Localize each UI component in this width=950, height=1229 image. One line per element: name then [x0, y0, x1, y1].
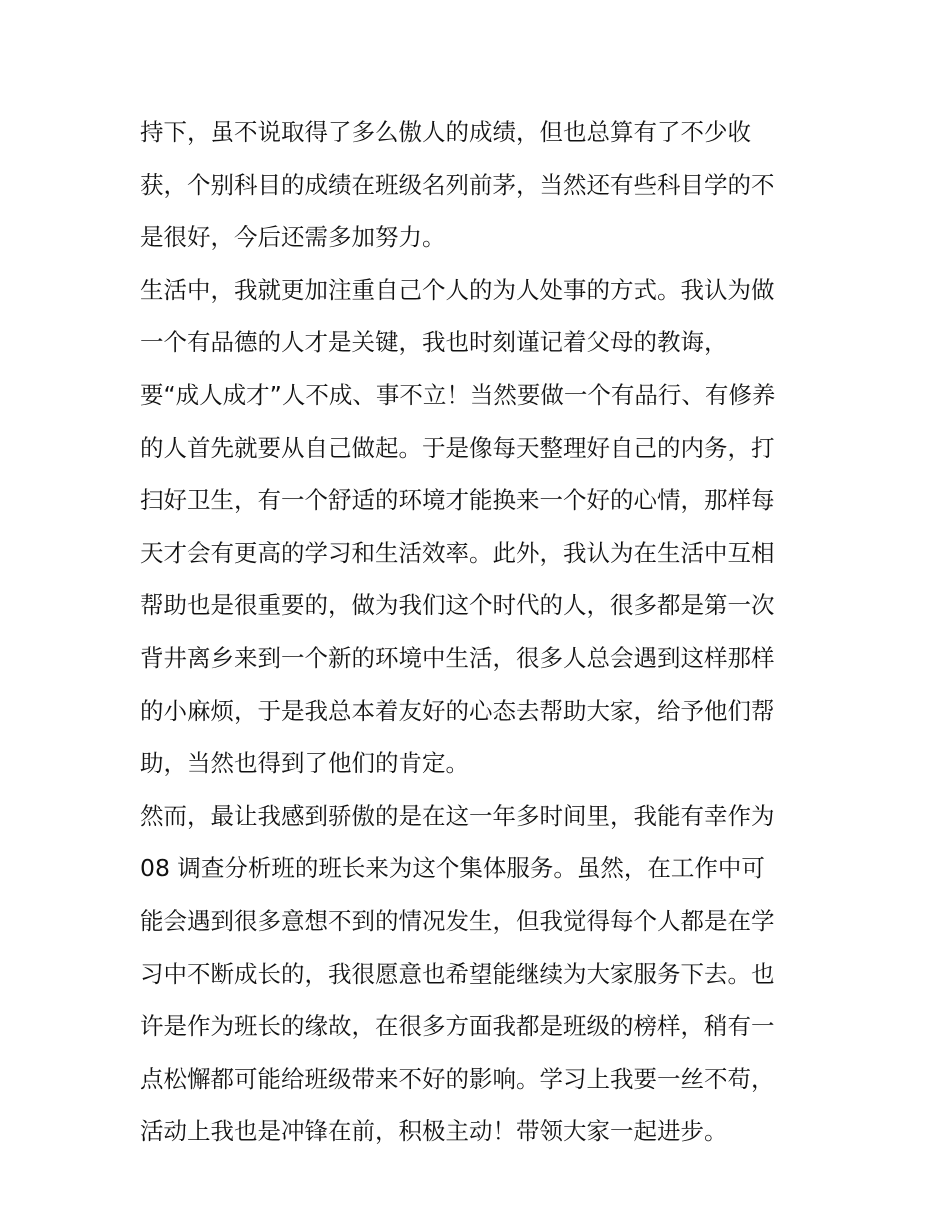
text-line: 活动上我也是冲锋在前，积极主动！带领大家一起进步。: [140, 1117, 728, 1146]
text-line: 的小麻烦，于是我总本着友好的心态去帮助大家，给予他们帮: [140, 696, 775, 725]
text-line: 要“成人成才”人不成、事不立！当然要做一个有品行、有修养: [140, 380, 776, 409]
text-line: 持下，虽不说取得了多么傲人的成绩，但也总算有了不少收: [140, 118, 751, 146]
text-line: 助，当然也得到了他们的肯定。: [140, 749, 469, 778]
text-line: 帮助也是很重要的，做为我们这个时代的人，很多都是第一次: [140, 591, 775, 620]
text-line: 许是作为班长的缘故，在很多方面我都是班级的榜样，稍有一: [140, 1012, 775, 1041]
text-line: 一个有品德的人才是关键，我也时刻谨记着父母的教诲，: [140, 328, 728, 357]
body-text: [140, 106, 820, 1158]
text-line: 点松懈都可能给班级带来不好的影响。学习上我要一丝不苟，: [140, 1064, 775, 1093]
text-line: 08 调查分析班的班长来为这个集体服务。虽然，在工作中可: [140, 854, 765, 883]
text-line: 习中不断成长的，我很愿意也希望能继续为大家服务下去。也: [140, 959, 775, 988]
text-line: 获，个别科目的成绩在班级名列前茅，当然还有些科目学的不: [140, 170, 775, 199]
text-line: 是很好，今后还需多加努力。: [140, 223, 446, 252]
text-line: 的人首先就要从自己做起。于是像每天整理好自己的内务，打: [140, 433, 775, 462]
text-line: 扫好卫生，有一个舒适的环境才能换来一个好的心情，那样每: [140, 486, 775, 515]
text-line: 背井离乡来到一个新的环境中生活，很多人总会遇到这样那样: [140, 643, 775, 672]
text-line: 天才会有更高的学习和生活效率。此外，我认为在生活中互相: [140, 538, 775, 567]
text-line: 然而，最让我感到骄傲的是在这一年多时间里，我能有幸作为: [140, 801, 775, 830]
text-line: 生活中，我就更加注重自己个人的为人处事的方式。我认为做: [140, 275, 775, 304]
text-line: 能会遇到很多意想不到的情况发生，但我觉得每个人都是在学: [140, 906, 775, 935]
